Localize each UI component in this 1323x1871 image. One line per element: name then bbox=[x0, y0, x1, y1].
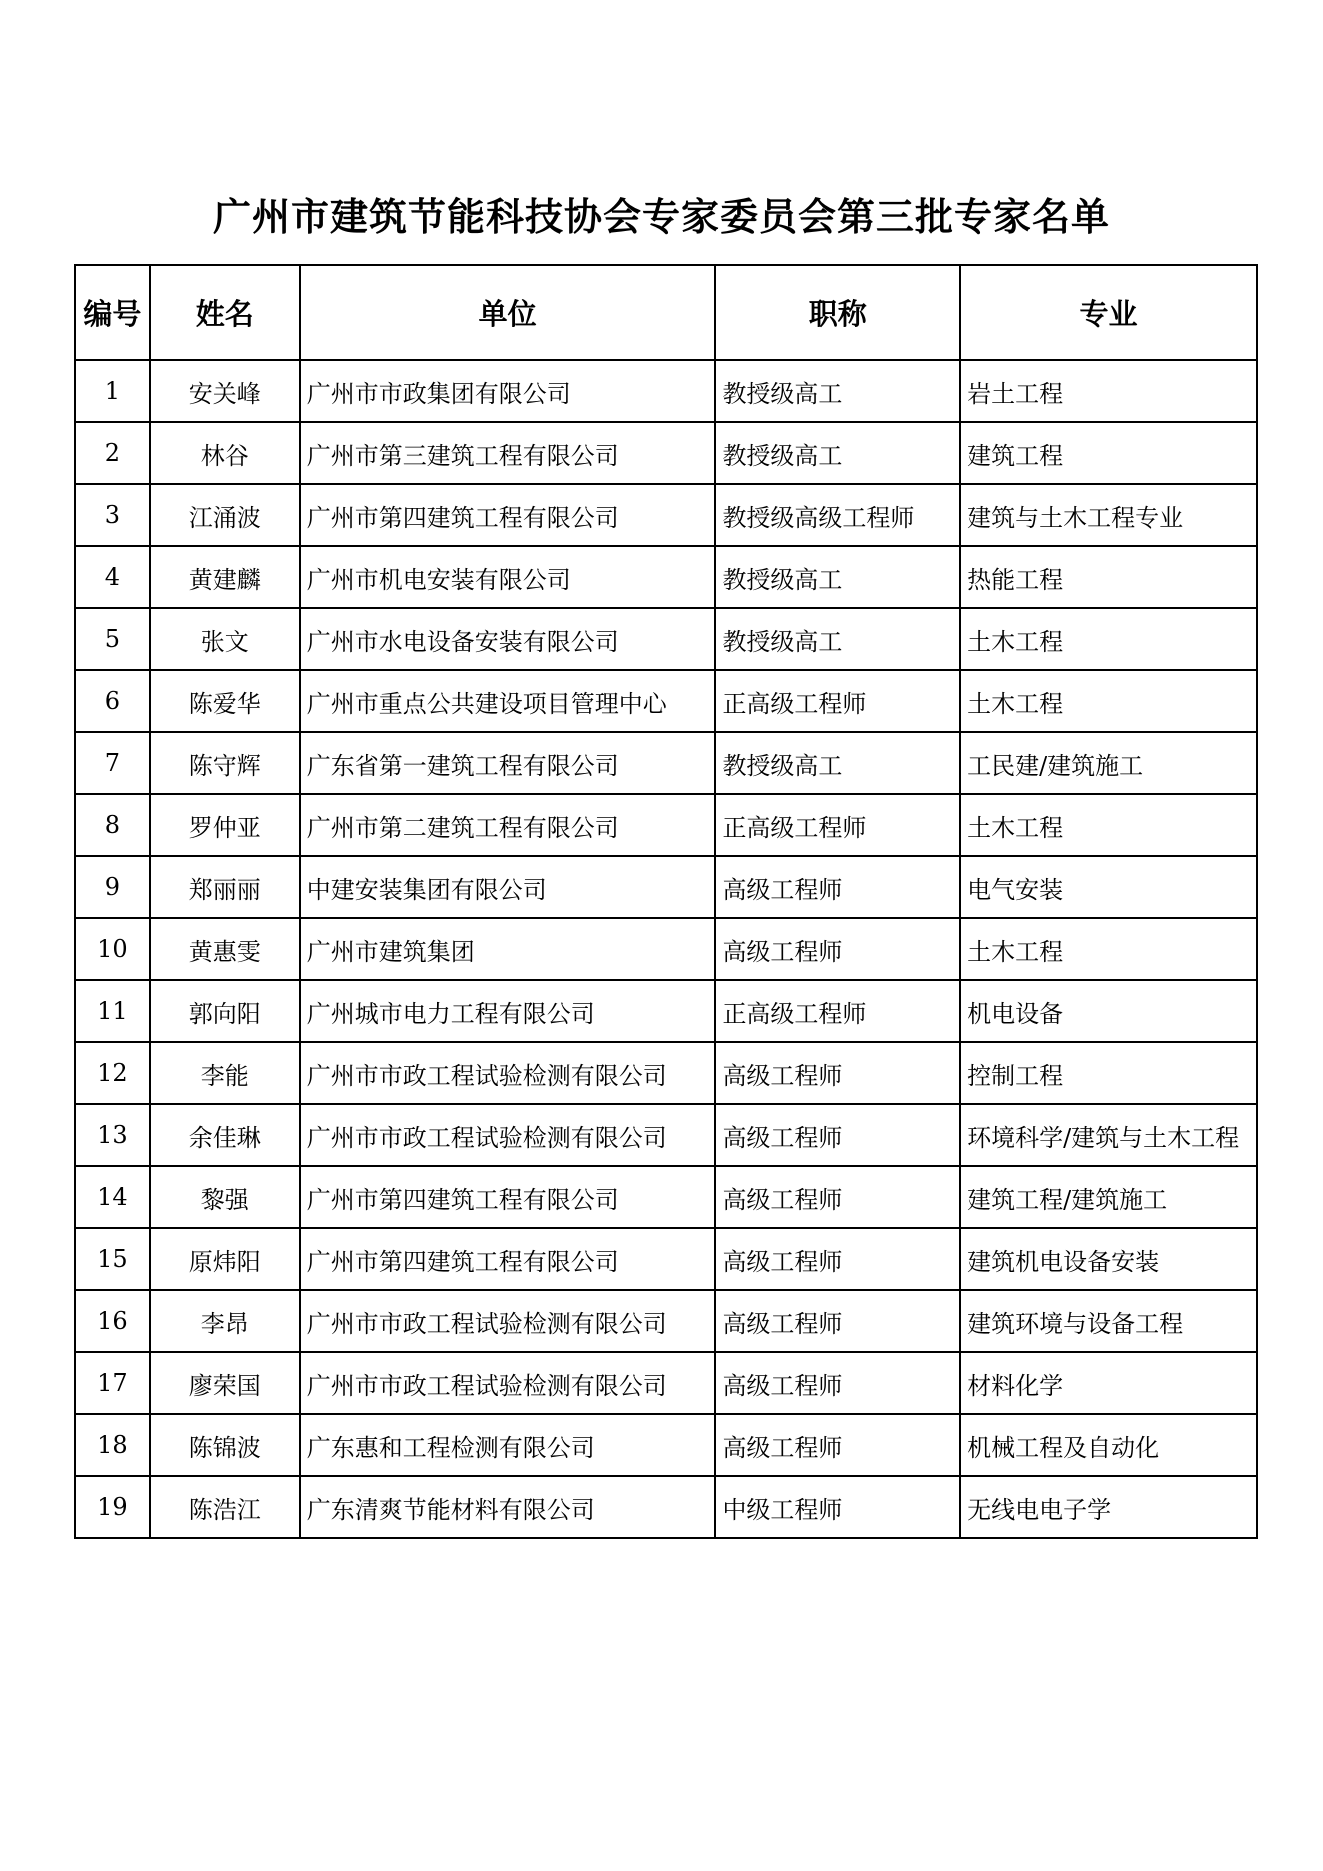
table-row bbox=[75, 1414, 1257, 1476]
table-row bbox=[75, 732, 1257, 794]
cell-specialty: 机械工程及自动化 bbox=[960, 1414, 1257, 1476]
cell-organization: 广东清爽节能材料有限公司 bbox=[300, 1476, 716, 1538]
cell-title: 高级工程师 bbox=[715, 918, 960, 980]
table-row bbox=[75, 1042, 1257, 1104]
cell-organization: 广州市建筑集团 bbox=[300, 918, 716, 980]
cell-name: 余佳琳 bbox=[150, 1104, 300, 1166]
cell-organization: 广州市市政工程试验检测有限公司 bbox=[300, 1104, 716, 1166]
table-row bbox=[75, 670, 1257, 732]
table-row bbox=[75, 1228, 1257, 1290]
header-organization: 单位 bbox=[300, 265, 716, 360]
cell-title: 教授级高工 bbox=[715, 546, 960, 608]
table-row bbox=[75, 1352, 1257, 1414]
cell-number: 5 bbox=[75, 608, 150, 670]
cell-organization: 广州市市政工程试验检测有限公司 bbox=[300, 1352, 716, 1414]
header-name: 姓名 bbox=[150, 265, 300, 360]
cell-number: 11 bbox=[75, 980, 150, 1042]
cell-specialty: 建筑环境与设备工程 bbox=[960, 1290, 1257, 1352]
cell-name: 陈爱华 bbox=[150, 670, 300, 732]
cell-name: 林谷 bbox=[150, 422, 300, 484]
cell-title: 高级工程师 bbox=[715, 1228, 960, 1290]
cell-number: 3 bbox=[75, 484, 150, 546]
cell-specialty: 土木工程 bbox=[960, 608, 1257, 670]
table-row bbox=[75, 484, 1257, 546]
cell-name: 黎强 bbox=[150, 1166, 300, 1228]
table-row bbox=[75, 422, 1257, 484]
cell-organization: 广州市机电安装有限公司 bbox=[300, 546, 716, 608]
cell-title: 教授级高工 bbox=[715, 732, 960, 794]
cell-specialty: 环境科学/建筑与土木工程 bbox=[960, 1104, 1257, 1166]
cell-name: 郭向阳 bbox=[150, 980, 300, 1042]
table-row bbox=[75, 608, 1257, 670]
cell-name: 罗仲亚 bbox=[150, 794, 300, 856]
cell-title: 高级工程师 bbox=[715, 856, 960, 918]
cell-title: 教授级高工 bbox=[715, 360, 960, 422]
cell-name: 廖荣国 bbox=[150, 1352, 300, 1414]
table-row bbox=[75, 1104, 1257, 1166]
table-row bbox=[75, 546, 1257, 608]
cell-specialty: 热能工程 bbox=[960, 546, 1257, 608]
cell-organization: 中建安装集团有限公司 bbox=[300, 856, 716, 918]
cell-title: 正高级工程师 bbox=[715, 794, 960, 856]
cell-number: 19 bbox=[75, 1476, 150, 1538]
cell-number: 9 bbox=[75, 856, 150, 918]
cell-number: 18 bbox=[75, 1414, 150, 1476]
header-number: 编号 bbox=[75, 265, 150, 360]
cell-number: 6 bbox=[75, 670, 150, 732]
cell-number: 2 bbox=[75, 422, 150, 484]
cell-organization: 广州市重点公共建设项目管理中心 bbox=[300, 670, 716, 732]
table-row bbox=[75, 1290, 1257, 1352]
cell-specialty: 控制工程 bbox=[960, 1042, 1257, 1104]
table-row bbox=[75, 1476, 1257, 1538]
cell-title: 中级工程师 bbox=[715, 1476, 960, 1538]
cell-organization: 广州城市电力工程有限公司 bbox=[300, 980, 716, 1042]
cell-title: 高级工程师 bbox=[715, 1290, 960, 1352]
cell-name: 原炜阳 bbox=[150, 1228, 300, 1290]
cell-title: 教授级高工 bbox=[715, 608, 960, 670]
cell-title: 高级工程师 bbox=[715, 1042, 960, 1104]
cell-number: 8 bbox=[75, 794, 150, 856]
cell-specialty: 工民建/建筑施工 bbox=[960, 732, 1257, 794]
cell-number: 14 bbox=[75, 1166, 150, 1228]
cell-number: 12 bbox=[75, 1042, 150, 1104]
cell-name: 黄惠雯 bbox=[150, 918, 300, 980]
cell-title: 高级工程师 bbox=[715, 1166, 960, 1228]
expert-table bbox=[74, 264, 1258, 1539]
cell-specialty: 土木工程 bbox=[960, 794, 1257, 856]
table-row bbox=[75, 794, 1257, 856]
cell-specialty: 土木工程 bbox=[960, 670, 1257, 732]
cell-number: 4 bbox=[75, 546, 150, 608]
cell-title: 教授级高级工程师 bbox=[715, 484, 960, 546]
cell-organization: 广州市水电设备安装有限公司 bbox=[300, 608, 716, 670]
table-header-row bbox=[75, 265, 1257, 360]
table-row bbox=[75, 918, 1257, 980]
table-row bbox=[75, 856, 1257, 918]
cell-organization: 广州市第四建筑工程有限公司 bbox=[300, 1228, 716, 1290]
cell-number: 10 bbox=[75, 918, 150, 980]
cell-title: 高级工程师 bbox=[715, 1104, 960, 1166]
cell-title: 正高级工程师 bbox=[715, 670, 960, 732]
cell-organization: 广州市市政集团有限公司 bbox=[300, 360, 716, 422]
cell-organization: 广州市市政工程试验检测有限公司 bbox=[300, 1290, 716, 1352]
cell-number: 1 bbox=[75, 360, 150, 422]
cell-specialty: 建筑机电设备安装 bbox=[960, 1228, 1257, 1290]
cell-organization: 广州市第二建筑工程有限公司 bbox=[300, 794, 716, 856]
header-title: 职称 bbox=[715, 265, 960, 360]
cell-organization: 广东省第一建筑工程有限公司 bbox=[300, 732, 716, 794]
cell-name: 安关峰 bbox=[150, 360, 300, 422]
cell-specialty: 土木工程 bbox=[960, 918, 1257, 980]
cell-organization: 广东惠和工程检测有限公司 bbox=[300, 1414, 716, 1476]
header-specialty: 专业 bbox=[960, 265, 1257, 360]
cell-title: 教授级高工 bbox=[715, 422, 960, 484]
cell-specialty: 岩土工程 bbox=[960, 360, 1257, 422]
cell-name: 张文 bbox=[150, 608, 300, 670]
table-row bbox=[75, 1166, 1257, 1228]
cell-specialty: 电气安装 bbox=[960, 856, 1257, 918]
table-row bbox=[75, 360, 1257, 422]
cell-organization: 广州市第三建筑工程有限公司 bbox=[300, 422, 716, 484]
cell-organization: 广州市第四建筑工程有限公司 bbox=[300, 1166, 716, 1228]
cell-organization: 广州市市政工程试验检测有限公司 bbox=[300, 1042, 716, 1104]
cell-title: 高级工程师 bbox=[715, 1414, 960, 1476]
cell-name: 陈锦波 bbox=[150, 1414, 300, 1476]
cell-specialty: 材料化学 bbox=[960, 1352, 1257, 1414]
cell-specialty: 机电设备 bbox=[960, 980, 1257, 1042]
cell-title: 正高级工程师 bbox=[715, 980, 960, 1042]
cell-specialty: 无线电电子学 bbox=[960, 1476, 1257, 1538]
page-title: 广州市建筑节能科技协会专家委员会第三批专家名单 bbox=[212, 195, 1110, 239]
cell-number: 15 bbox=[75, 1228, 150, 1290]
cell-name: 江涌波 bbox=[150, 484, 300, 546]
cell-name: 陈守辉 bbox=[150, 732, 300, 794]
cell-name: 郑丽丽 bbox=[150, 856, 300, 918]
cell-specialty: 建筑与土木工程专业 bbox=[960, 484, 1257, 546]
cell-number: 7 bbox=[75, 732, 150, 794]
cell-title: 高级工程师 bbox=[715, 1352, 960, 1414]
cell-organization: 广州市第四建筑工程有限公司 bbox=[300, 484, 716, 546]
cell-name: 李能 bbox=[150, 1042, 300, 1104]
cell-specialty: 建筑工程/建筑施工 bbox=[960, 1166, 1257, 1228]
cell-name: 李昂 bbox=[150, 1290, 300, 1352]
cell-number: 13 bbox=[75, 1104, 150, 1166]
cell-name: 黄建麟 bbox=[150, 546, 300, 608]
table-row bbox=[75, 980, 1257, 1042]
cell-specialty: 建筑工程 bbox=[960, 422, 1257, 484]
cell-name: 陈浩江 bbox=[150, 1476, 300, 1538]
cell-number: 16 bbox=[75, 1290, 150, 1352]
cell-number: 17 bbox=[75, 1352, 150, 1414]
